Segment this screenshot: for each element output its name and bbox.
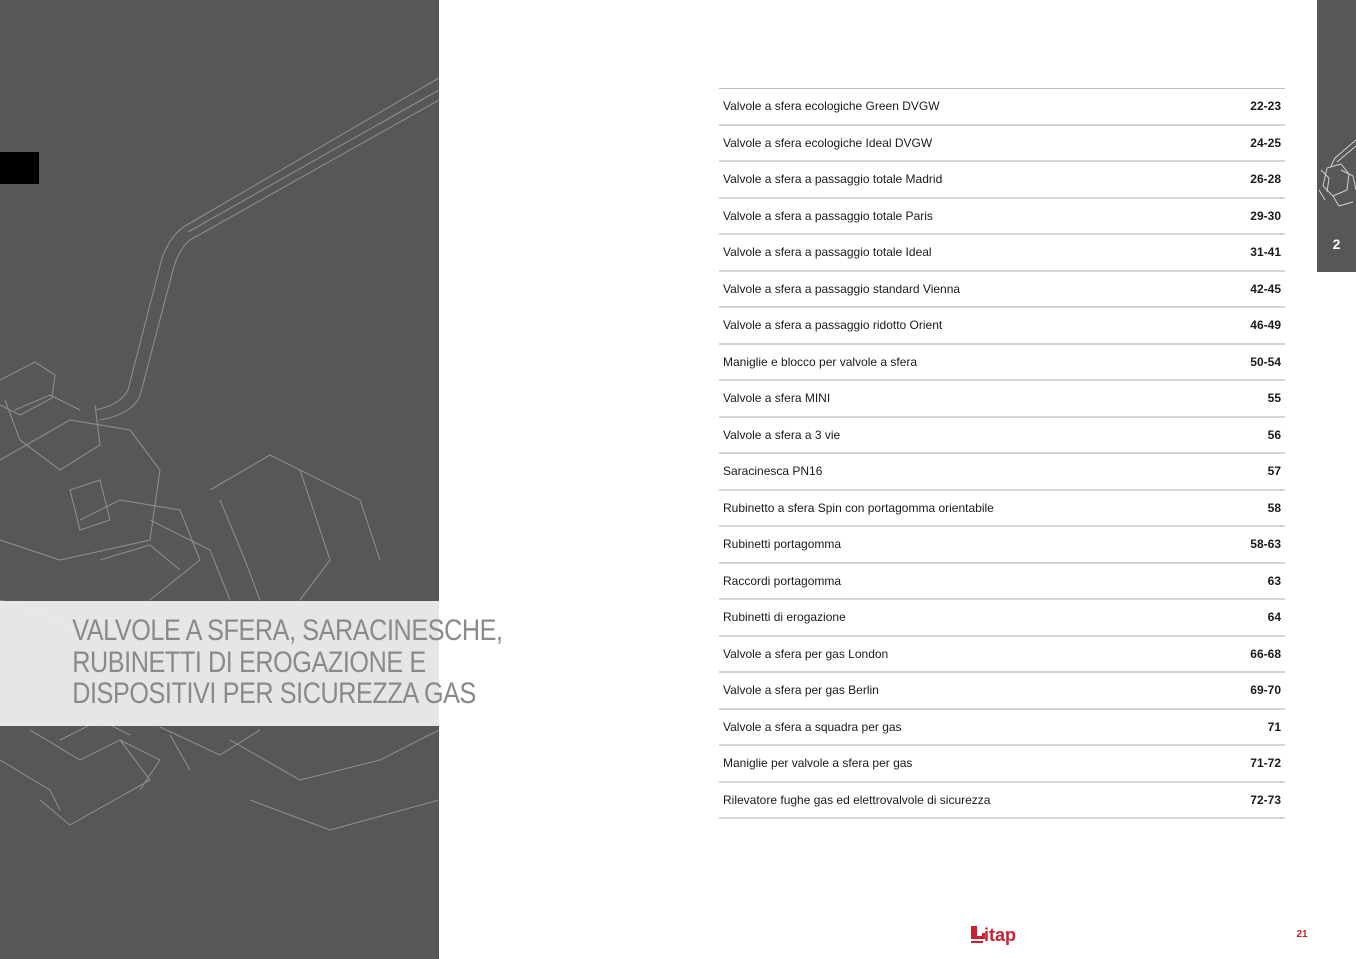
toc-row — [719, 272, 1285, 309]
toc-row — [719, 418, 1285, 455]
toc-label: Valvole a sfera ecologiche Ideal DVGW — [723, 135, 933, 150]
toc-label: Valvole a sfera MINI — [723, 391, 831, 406]
section-title — [72, 614, 503, 710]
brand-name: itap — [984, 925, 1017, 945]
section-marker — [0, 152, 39, 184]
toc-label: Raccordi portagomma — [723, 573, 842, 588]
toc-label: Valvole a sfera a passaggio standard Vienna — [723, 281, 961, 296]
toc-label: Rubinetti di erogazione — [723, 610, 846, 625]
toc-row — [719, 454, 1285, 491]
toc-row — [719, 673, 1285, 710]
toc-row — [719, 345, 1285, 382]
toc-page-range: 31-41 — [1250, 245, 1281, 260]
chapter-number: 2 — [1332, 236, 1341, 252]
toc-label: Maniglie e blocco per valvole a sfera — [723, 354, 918, 369]
toc-label: Rubinetti portagomma — [723, 537, 842, 552]
toc-label: Valvole a sfera a 3 vie — [723, 427, 841, 442]
toc-row — [719, 746, 1285, 783]
itap-logo — [969, 922, 1027, 946]
toc-row — [719, 600, 1285, 637]
table-of-contents — [719, 88, 1285, 819]
toc-page-range: 72-73 — [1250, 792, 1281, 807]
toc-label: Valvole a sfera a passaggio totale Madrid — [723, 172, 943, 187]
toc-page-range: 22-23 — [1250, 99, 1281, 114]
toc-row — [719, 527, 1285, 564]
toc-label: Valvole a sfera a passaggio totale Ideal — [723, 245, 932, 260]
toc-page-range: 58 — [1267, 500, 1281, 515]
toc-page-range: 64 — [1267, 610, 1281, 625]
toc-page-range: 63 — [1267, 573, 1281, 588]
cover-panel — [0, 0, 503, 959]
toc-page-range: 71-72 — [1250, 756, 1281, 771]
toc-page-range: 55 — [1267, 391, 1281, 406]
toc-row — [719, 235, 1285, 272]
title-band — [0, 601, 503, 726]
toc-page-range: 57 — [1267, 464, 1281, 479]
toc-row — [719, 89, 1285, 126]
toc-row — [719, 710, 1285, 747]
toc-page-range: 29-30 — [1250, 208, 1281, 223]
toc-row — [719, 381, 1285, 418]
toc-page-range: 42-45 — [1250, 281, 1281, 296]
toc-page-range: 71 — [1267, 719, 1281, 734]
toc-row — [719, 199, 1285, 236]
toc-row — [719, 564, 1285, 601]
toc-label: Saracinesca PN16 — [723, 464, 823, 479]
toc-page-range: 50-54 — [1250, 354, 1281, 369]
toc-label: Rilevatore fughe gas ed elettrovalvole di sicurezza — [723, 792, 991, 807]
toc-label: Valvole a sfera per gas Berlin — [723, 683, 879, 698]
section-title-line: DISPOSITIVI PER SICUREZZA GAS — [72, 677, 476, 710]
ball-valve-line-drawing — [0, 0, 503, 959]
toc-label: Rubinetto a sfera Spin con portagomma orientabile — [723, 500, 994, 515]
toc-row — [719, 162, 1285, 199]
toc-label: Valvole a sfera a passaggio ridotto Orient — [723, 318, 943, 333]
toc-row — [719, 637, 1285, 674]
toc-page-range: 46-49 — [1250, 318, 1281, 333]
toc-row — [719, 126, 1285, 163]
toc-label: Valvole a sfera a passaggio totale Paris — [723, 208, 933, 223]
toc-page-range: 66-68 — [1250, 646, 1281, 661]
toc-label: Maniglie per valvole a sfera per gas — [723, 756, 913, 771]
toc-row — [719, 491, 1285, 528]
toc-page-range: 56 — [1267, 427, 1281, 442]
toc-page-range: 58-63 — [1250, 537, 1281, 552]
toc-row — [719, 308, 1285, 345]
page-number: 21 — [1296, 929, 1308, 940]
toc-page-range: 24-25 — [1250, 135, 1281, 150]
chapter-tab — [1317, 0, 1356, 272]
toc-label: Valvole a sfera ecologiche Green DVGW — [723, 99, 940, 114]
toc-label: Valvole a sfera per gas London — [723, 646, 889, 661]
valve-thumbnail-icon — [1317, 130, 1356, 220]
toc-page-range: 69-70 — [1250, 683, 1281, 698]
toc-label: Valvole a sfera a squadra per gas — [723, 719, 902, 734]
section-title-line: VALVOLE A SFERA, SARACINESCHE, — [72, 614, 503, 647]
toc-row — [719, 783, 1285, 820]
toc-page-range: 26-28 — [1250, 172, 1281, 187]
section-title-line: RUBINETTI DI EROGAZIONE E — [72, 645, 426, 679]
